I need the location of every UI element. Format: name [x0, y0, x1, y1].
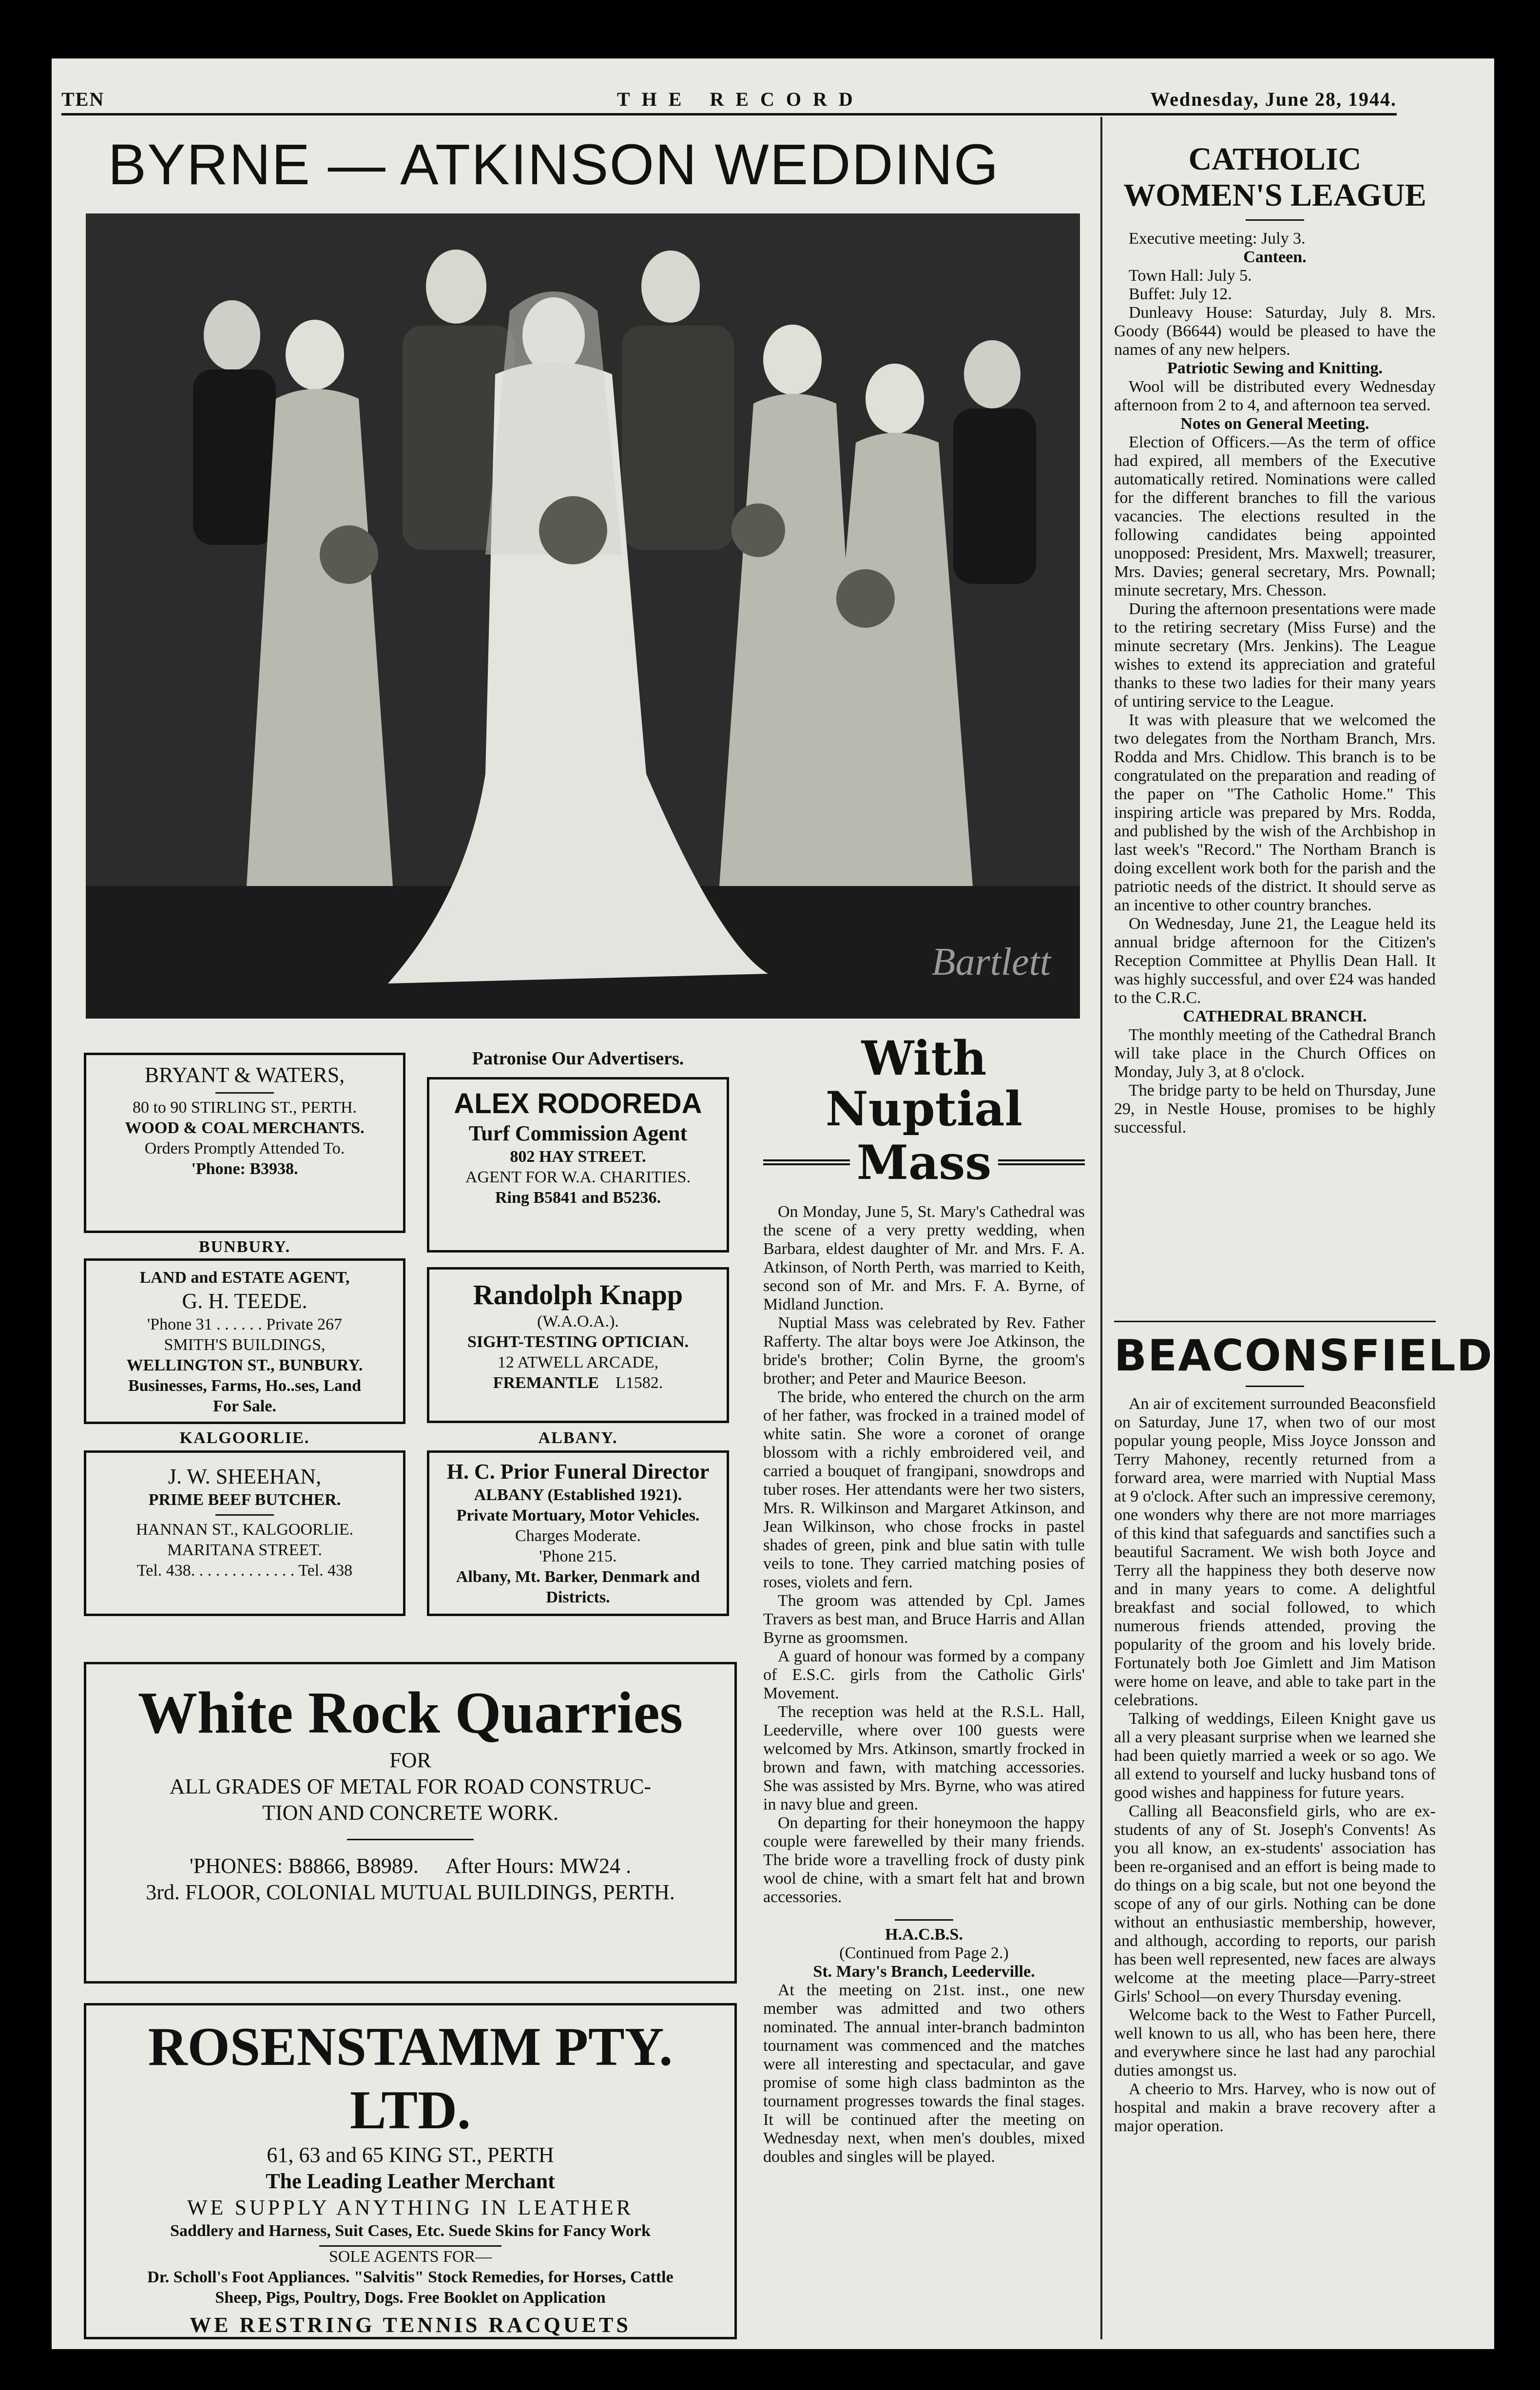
decor-stripes: [763, 1159, 850, 1166]
nuptial-para: A guard of honour was formed by a company of E.S.C. girls from the Catholic Girls' Movement.: [763, 1647, 1085, 1702]
cwl-body: [1114, 230, 1436, 1137]
wedding-photo: [86, 213, 1080, 1019]
sheehan-addr1: HANNAN ST., KALGOORLIE.: [135, 1521, 354, 1539]
ad-teede: [84, 1258, 405, 1424]
hacbs-para: At the meeting on 21st. inst., one new member was admitted and two others nominated. The annual inter-branch badminton tournament was commenced and the matches were all interesting and spectacular, and gave promise of some high class badminton as the tournament progresses towards the final stages. It will be continued after the meeting on Wednesday next, when men's doubles, mixed doubles and singles will be played.: [763, 1981, 1085, 2166]
hacbs-branch: St. Mary's Branch, Leederville.: [813, 1963, 1035, 1981]
ad-bryant-waters: [84, 1053, 405, 1233]
issue-date: Wednesday, June 28, 1944.: [1150, 88, 1397, 110]
knapp-trade: SIGHT-TESTING OPTICIAN.: [467, 1333, 689, 1351]
rodoreda-agent: AGENT FOR W.A. CHARITIES.: [465, 1168, 691, 1186]
prior-name: H. C. Prior Funeral Director: [446, 1460, 710, 1484]
masthead: [61, 88, 1397, 117]
whiterock-phones: 'PHONES: B8866, B8989.: [189, 1854, 419, 1878]
rosenstamm-l1: Dr. Scholl's Foot Appliances. "Salvitis" Stock Remedies, for Horses, Cattle: [147, 2268, 674, 2286]
beaconsfield-article: [1114, 1330, 1493, 2136]
nuptial-para: Nuptial Mass was celebrated by Rev. Father Rafferty. The altar boys were Joe Atkinson, the bride's brother; Colin Byrne, the groom's brother; and Peter and Maurice Beeson.: [763, 1314, 1085, 1388]
cwl-dunleavy: Dunleavy House: Saturday, July 8. Mrs. Goody (B6644) would be pleased to have the names of any new helpers.: [1114, 304, 1436, 359]
cwl-town: Town Hall: July 5.: [1129, 267, 1252, 285]
teede-name: G. H. TEEDE.: [182, 1289, 308, 1313]
nuptial-para: On Monday, June 5, St. Mary's Cathedral was the scene of a very pretty wedding, when Barbara, eldest daughter of Mr. and Mrs. F. A. Atkinson, of North Perth, was married to Keith, second son of Mr. and Mrs. F. A. Byrne, of Midland Junction.: [763, 1203, 1085, 1313]
cwl-cathedral: CATHEDRAL BRANCH.: [1183, 1007, 1367, 1025]
cwl-article: [1114, 141, 1436, 1137]
rosenstamm-l3: WE RESTRING TENNIS RACQUETS: [190, 2313, 631, 2337]
beaconsfield-para: An air of excitement surrounded Beaconsfield on Saturday, June 17, when two of our most popular young people, Miss Joyce Jonsson and Terry Mahoney, recently returned from a forward area, were married with Nuptial Mass at 9 o'clock. After such an impressive ceremony, one wonders why there are not more marriages of this kind that safeguards and sanctifies such a beautiful Sacrament. We wish both Joyce and Terry all the happiness they both deserve now and in many years to come. A delightful breakfast and social followed, to which numerous friends attended, proving the popularity of the groom and his lovely bride. Fortunately both Joe Gimlett and Jim Matison were home on leave, and able to take part in the celebrations.: [1114, 1395, 1436, 1709]
whiterock-for: FOR: [389, 1748, 431, 1772]
label-kalgoorlie: KALGOORLIE.: [179, 1429, 310, 1447]
sheehan-name: J. W. SHEEHAN,: [168, 1465, 322, 1488]
knapp-name: Randolph Knapp: [473, 1279, 683, 1311]
photographer-signature: Bartlett: [931, 941, 1051, 983]
knapp-addr: 12 ATWELL ARCADE,: [497, 1353, 659, 1371]
rosenstamm-agents: SOLE AGENTS FOR—: [319, 2245, 501, 2267]
prior-est: ALBANY (Established 1921).: [474, 1486, 682, 1504]
cwl-bridgeparty: The bridge party to be held on Thursday, June 29, in Nestle House, promises to be highly successful.: [1114, 1081, 1436, 1137]
beaconsfield-para: Talking of weddings, Eileen Knight gave us all a very pleasant surprise when we learned she had been quietly married a week or so ago. We all extend to yourself and lucky husband tons of good wishes and happiness for future years.: [1114, 1710, 1436, 1802]
whiterock-after: After Hours: MW24 .: [445, 1854, 632, 1878]
bryant-phone: 'Phone: B3938.: [191, 1160, 298, 1178]
nuptial-para: The bride, who entered the church on the arm of her father, was frocked in a trained model of white satin. She wore a coronet of orange blossom with a richly embroidered veil, and carried a bouquet of frangipani, snowdrops and tuber roses. Her attendants were her two sisters, Mrs. R. Wilkinson and Margaret Atkinson, and Jean Wilkinson, who chose frocks in pastel shades of green, pink and blue satin with tulle veils to tone. They carried matching posies of roses, violets and fern.: [763, 1388, 1085, 1591]
sheehan-trade: PRIME BEEF BUTCHER.: [148, 1491, 341, 1509]
cwl-election: Election of Officers.—As the term of office had expired, all members of the Executive automatically retired. Nominations were called for the different branches to fill the various vacancies. The elections resulted in the following candidates being appointed unopposed: President, Mrs. Maxwell; treasurer, Mrs. Davies; general secretary, Mrs. Pownall; minute secretary, Mrs. Chesson.: [1114, 433, 1436, 599]
teede-phone: 'Phone 31 . . . . . . Private 267: [147, 1315, 342, 1333]
cwl-during: During the afternoon presentations were made to the retiring secretary (Miss Furse) and the minute secretary (Mrs. Jenkins). The League wishes to extend its appreciation and grateful thanks to these two ladies for their many years of untiring service to the League.: [1114, 600, 1436, 711]
paper-title: THE RECORD: [617, 88, 865, 110]
nuptial-title-1: With Nuptial: [825, 1031, 1023, 1137]
whiterock-title: White Rock Quarries: [137, 1680, 683, 1746]
nuptial-article: [763, 1033, 1085, 2166]
ad-divider: [215, 1092, 274, 1094]
article-divider: [895, 1919, 953, 1921]
teede-line7: For Sale.: [213, 1397, 276, 1415]
hacbs-head: H.A.C.B.S.: [885, 1926, 963, 1944]
bryant-trade: WOOD & COAL MERCHANTS.: [125, 1119, 365, 1137]
nuptial-body: [763, 1203, 1085, 2166]
cwl-notes: Notes on General Meeting.: [1180, 415, 1369, 433]
label-albany: ALBANY.: [538, 1429, 618, 1447]
wedding-headline: BYRNE — ATKINSON WEDDING: [108, 133, 1000, 197]
cwl-pleasure: It was with pleasure that we welcomed the two delegates from the Northam Branch, Mrs. Rodda and Mrs. Chidlow. This branch is to be congratulated on the preparation and reading of the paper on "The Catholic Home." This inspiring article was prepared by Mrs. Rodda, and published by the wish of the Archbishop in last week's "Record." The Northam Branch is doing excellent work both for the parish and the patriotic needs of the district. It should serve as an incentive to other country branches.: [1114, 711, 1436, 914]
rodoreda-name: ALEX RODOREDA: [454, 1088, 702, 1119]
decor-stripes: [998, 1159, 1085, 1166]
teede-building: SMITH'S BUILDINGS,: [164, 1336, 326, 1354]
nuptial-para: The reception was held at the R.S.L. Hall, Leederville, where over 100 guests were welcomed by Mrs. Atkinson, smartly frocked in brown and fawn, with matching accessories. She was assisted by Mrs. Byrne, who was atired in navy blue and green.: [763, 1703, 1085, 1813]
ad-knapp: [427, 1267, 729, 1423]
beaconsfield-para: Welcome back to the West to Father Purcell, well known to us all, who has been here, there and everywhere since he last had any parochial duties amongst us.: [1114, 2006, 1436, 2080]
rosenstamm-addr: 61, 63 and 65 KING ST., PERTH: [267, 2143, 554, 2167]
knapp-city: FREMANTLE: [493, 1374, 599, 1392]
rodoreda-street: 802 HAY STREET.: [510, 1148, 646, 1166]
bryant-name: BRYANT & WATERS,: [144, 1063, 345, 1087]
teede-street: WELLINGTON ST., BUNBURY.: [126, 1356, 363, 1374]
cwl-head-1: CATHOLIC: [1188, 141, 1362, 177]
cwl-monthly: The monthly meeting of the Cathedral Branch will take place in the Church Offices on Monday, July 3, at 8 o'clock.: [1114, 1026, 1436, 1081]
prior-l1: Private Mortuary, Motor Vehicles.: [456, 1506, 700, 1524]
cwl-canteen: Canteen.: [1243, 248, 1307, 266]
column-rule: [1100, 117, 1102, 2339]
whiterock-line2: TION AND CONCRETE WORK.: [262, 1801, 558, 1825]
article-divider: [1246, 219, 1304, 221]
rosenstamm-supply: WE SUPPLY ANYTHING IN LEATHER: [187, 2196, 634, 2219]
cwl-wool: Wool will be distributed every Wednesday afternoon from 2 to 4, and afternoon tea served.: [1114, 378, 1436, 414]
sheehan-tel: Tel. 438. . . . . . . . . . . . . Tel. 438: [136, 1561, 353, 1580]
knapp-assoc: (W.A.O.A.).: [537, 1312, 619, 1330]
whiterock-line1: ALL GRADES OF METAL FOR ROAD CONSTRUC-: [169, 1774, 652, 1798]
beaconsfield-para: Calling all Beaconsfield girls, who are ex-students of any of St. Joseph's Convents! As you all know, an ex-students' association has been re-organised and an effort is being made to do things on a big scale, but not one beyond the scope of any of our girls. Nothing can be done without an enthusiastic membership, however, and although, according to reports, our parish has been well represented, new faces are always welcome at the meeting place—Parry-street Girls' School—on every Thursday evening.: [1114, 1802, 1436, 2005]
ad-divider: [347, 1839, 474, 1840]
masthead-rule: [61, 113, 1397, 116]
bryant-orders: Orders Promptly Attended To.: [144, 1139, 345, 1157]
rosenstamm-saddlery: Saddlery and Harness, Suit Cases, Etc. Suede Skins for Fancy Work: [170, 2222, 651, 2240]
nuptial-title-row: [763, 1137, 1085, 1188]
prior-l2: Charges Moderate.: [515, 1527, 641, 1545]
cwl-exec: Executive meeting: July 3.: [1129, 230, 1306, 248]
teede-line6: Businesses, Farms, Ho..ses, Land: [128, 1377, 361, 1395]
cwl-buffet: Buffet: July 12.: [1129, 285, 1232, 303]
beaconsfield-head: BEACONSFIELD: [1114, 1330, 1493, 1381]
cwl-bridge: On Wednesday, June 21, the League held its annual bridge afternoon for the Citizen's Reception Committee at Phyllis Dean Hall. It was highly successful, and over £24 was handed to the C.R.C.: [1114, 915, 1436, 1007]
rodoreda-trade: Turf Commission Agent: [468, 1121, 688, 1145]
section-rule: [1114, 1321, 1436, 1322]
whiterock-addr: 3rd. FLOOR, COLONIAL MUTUAL BUILDINGS, PERTH.: [146, 1880, 675, 1904]
ad-rodoreda: [427, 1077, 729, 1253]
nuptial-para: The groom was attended by Cpl. James Travers as best man, and Bruce Harris and Allan Byrne as groomsmen.: [763, 1592, 1085, 1647]
ad-prior: [427, 1450, 729, 1616]
beaconsfield-body: [1114, 1395, 1436, 2136]
rosenstamm-title: ROSENSTAMM PTY. LTD.: [148, 2017, 673, 2140]
nuptial-title-2: Mass: [856, 1135, 992, 1190]
bryant-address: 80 to 90 STIRLING ST., PERTH.: [132, 1099, 357, 1117]
nuptial-para: On departing for their honeymoon the happy couple were farewelled by their many friends. The bride wore a travelling frock of dusty pink wool de chine, with a smart felt hat and brown accessories.: [763, 1814, 1085, 1906]
hacbs-cont: (Continued from Page 2.): [839, 1944, 1009, 1962]
newspaper-page: [52, 58, 1494, 2349]
ad-rosenstamm: [84, 2003, 737, 2339]
cwl-patriotic: Patriotic Sewing and Knitting.: [1167, 359, 1383, 377]
patronise-notice: Patronise Our Advertisers.: [472, 1048, 684, 1069]
rosenstamm-l2: Sheep, Pigs, Poultry, Dogs. Free Booklet on Application: [215, 2289, 606, 2307]
knapp-phone: L1582.: [615, 1374, 663, 1392]
ad-divider: [215, 1514, 274, 1516]
prior-l4: Albany, Mt. Barker, Denmark and: [456, 1568, 700, 1586]
beaconsfield-para: A cheerio to Mrs. Harvey, who is now out of hospital and makin a brave recovery after a major operation.: [1114, 2080, 1436, 2135]
rodoreda-ring: Ring B5841 and B5236.: [495, 1189, 661, 1207]
teede-line1: LAND and ESTATE AGENT,: [139, 1269, 350, 1287]
wedding-photo-image: [86, 213, 1080, 1019]
cwl-head-2: WOMEN'S LEAGUE: [1123, 177, 1426, 213]
rosenstamm-tag: The Leading Leather Merchant: [266, 2169, 555, 2193]
ad-sheehan: [84, 1450, 405, 1616]
prior-l5: Districts.: [546, 1588, 610, 1606]
ad-white-rock: [84, 1662, 737, 1984]
prior-l3: 'Phone 215.: [539, 1547, 617, 1565]
article-divider: [1246, 1386, 1304, 1387]
sheehan-addr2: MARITANA STREET.: [167, 1541, 322, 1559]
label-bunbury: BUNBURY.: [198, 1238, 291, 1256]
page-number: TEN: [61, 88, 105, 110]
